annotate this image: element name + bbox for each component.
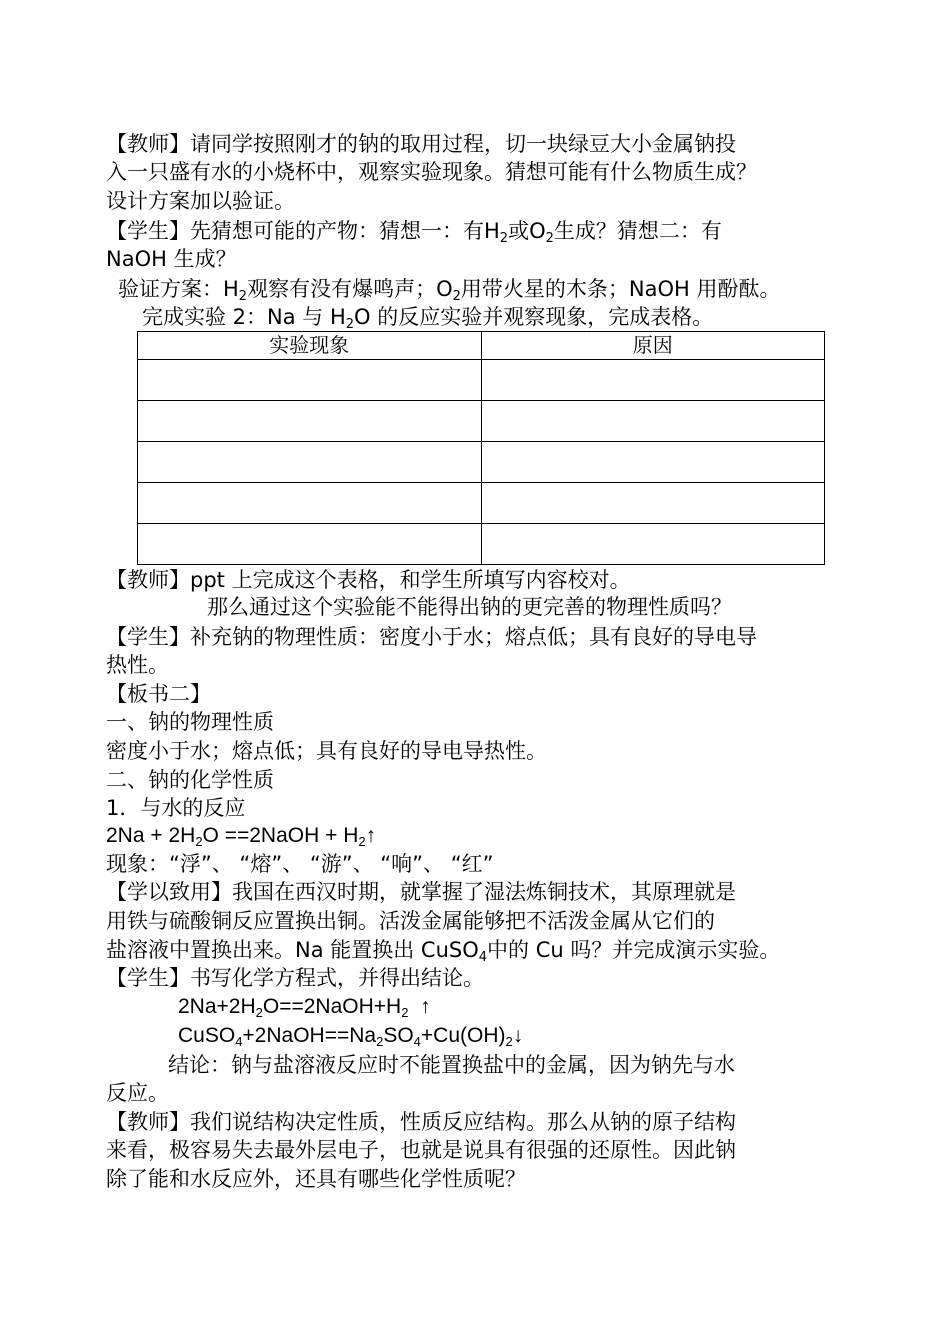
teacher-question: 那么通过这个实验能不能得出钠的更完善的物理性质吗？ bbox=[207, 595, 732, 619]
arrow-down-icon: ↓ bbox=[512, 1024, 524, 1047]
student-eq-intro: 【学生】书写化学方程式，并得出结论。 bbox=[106, 966, 484, 990]
table-row bbox=[138, 360, 825, 401]
teacher-intro-line1: 【教师】请同学按照刚才的钠的取用过程，切一块绿豆大小金属钠投 bbox=[106, 132, 736, 156]
phenomena-line: 现象：“浮”、 “熔”、 “游”、 “响”、 “红” bbox=[106, 852, 494, 876]
table-row bbox=[138, 524, 825, 565]
table-row bbox=[138, 483, 825, 524]
table-row bbox=[138, 442, 825, 483]
table-row bbox=[138, 401, 825, 442]
student-physical-line1: 【学生】补充钠的物理性质：密度小于水；熔点低；具有良好的导电导 bbox=[106, 625, 757, 649]
conclusion-line2: 反应。 bbox=[106, 1081, 169, 1105]
table-cell[interactable] bbox=[138, 483, 482, 524]
table-header-row bbox=[138, 332, 825, 360]
experiment-table bbox=[137, 331, 825, 565]
teacher-intro-line2: 入一只盛有水的小烧杯中，观察实验现象。猜想可能有什么物质生成？ bbox=[106, 160, 757, 184]
table-cell[interactable] bbox=[481, 401, 825, 442]
table-cell[interactable] bbox=[138, 442, 482, 483]
student-physical-line2: 热性。 bbox=[106, 653, 169, 677]
water-reaction-equation: $2Na + 2H_2O$ ==2NaOH + $H_2↑$ bbox=[106, 824, 377, 849]
conclusion-line1: 结论：钠与盐溶液反应时不能置换盐中的金属，因为钠先与水 bbox=[168, 1053, 735, 1077]
student-guess-line1: 【学生】先猜想可能的产物：猜想一：有$H_2$或$O_2$生成？猜想二：有 bbox=[106, 219, 722, 246]
apply-line3: 盐溶液中置换出来。Na 能置换出 CuSO$_4$中的 Cu 吗？并完成演示实验。 bbox=[106, 938, 781, 965]
teacher-ppt: 【教师】ppt 上完成这个表格，和学生所填写内容校对。 bbox=[106, 568, 631, 592]
teacher-structure-line2: 来看，极容易失去最外层电子，也就是说具有很强的还原性。因此钠 bbox=[106, 1138, 736, 1162]
verify-plan: 验证方案：$H_2$观察有没有爆鸣声；$O_2$用带火星的木条；NaOH 用酚酞。 bbox=[118, 277, 781, 304]
table-cell[interactable] bbox=[138, 401, 482, 442]
apply-line1: 【学以致用】我国在西汉时期，就掌握了湿法炼铜技术，其原理就是 bbox=[106, 880, 736, 904]
table-cell[interactable] bbox=[138, 524, 482, 565]
teacher-structure-line3: 除了能和水反应外，还具有哪些化学性质呢？ bbox=[106, 1167, 526, 1191]
equation-2: $CuSO_4+2NaOH==Na_2SO_4+Cu(OH)_2↓$ bbox=[178, 1024, 524, 1049]
equation-1: $2Na+2H_2O==2NaOH+H_2$ ↑ bbox=[178, 995, 431, 1020]
student-guess-line2: NaOH 生成？ bbox=[106, 247, 237, 271]
arrow-up-icon: ↑ bbox=[420, 995, 431, 1018]
apply-line2: 用铁与硫酸铜反应置换出铜。活泼金属能够把不活泼金属从它们的 bbox=[106, 909, 715, 933]
teacher-structure-line1: 【教师】我们说结构决定性质，性质反应结构。那么从钠的原子结构 bbox=[106, 1110, 736, 1134]
teacher-intro-line3: 设计方案加以验证。 bbox=[106, 189, 295, 213]
table-cell[interactable] bbox=[138, 360, 482, 401]
table-header-reason: 原因 bbox=[481, 332, 825, 360]
table-header-phenomenon: 实验现象 bbox=[138, 332, 482, 360]
board-section1: 一、钠的物理性质 bbox=[106, 710, 274, 734]
board-section1-text: 密度小于水；熔点低；具有良好的导电导热性。 bbox=[106, 739, 547, 763]
board-section2: 二、钠的化学性质 bbox=[106, 768, 274, 792]
board-item1: 1．与水的反应 bbox=[106, 796, 246, 820]
arrow-up-icon: ↑ bbox=[365, 824, 377, 847]
table-cell[interactable] bbox=[481, 524, 825, 565]
board-heading: 【板书二】 bbox=[106, 682, 211, 706]
table-cell[interactable] bbox=[481, 483, 825, 524]
experiment-2-instruction: 完成实验 2：Na 与 $H_2O$ 的反应实验并观察现象，完成表格。 bbox=[142, 305, 714, 332]
table-cell[interactable] bbox=[481, 442, 825, 483]
table-cell[interactable] bbox=[481, 360, 825, 401]
